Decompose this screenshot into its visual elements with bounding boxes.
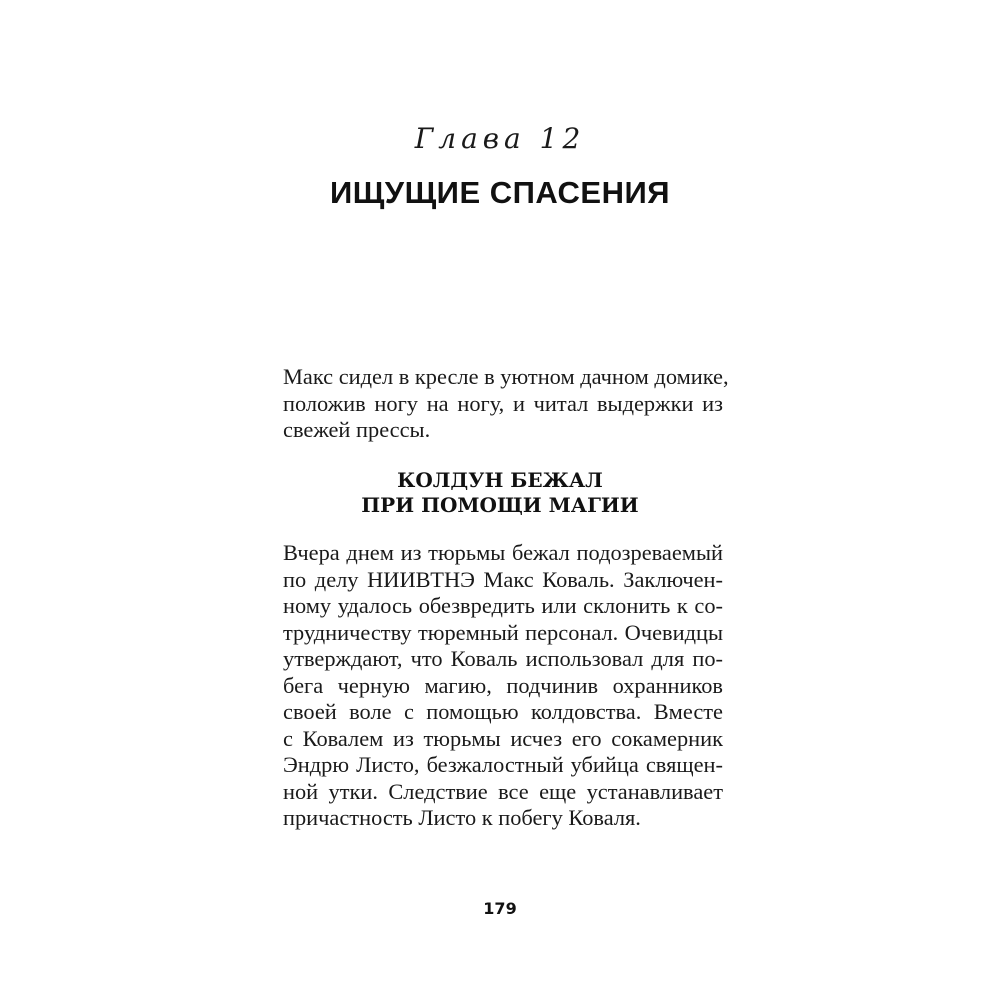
text-line: причастность Листо к побегу Коваля. [283,805,641,830]
text-line: ной утки. Следствие все еще устанавливает [283,778,723,804]
intro-paragraph [283,364,729,444]
newspaper-headline-line-2: ПРИ ПОМОЩИ МАГИИ [361,493,639,517]
text-line: Макс сидел в кресле в уютном дачном домике, [283,364,729,389]
newspaper-headline-line-1: КОЛДУН БЕЖАЛ [397,468,603,492]
text-line: по делу НИИВТНЭ Макс Коваль. Заключен- [283,566,723,592]
text-line: Эндрю Листо, безжалостный убийца священ- [283,752,723,777]
page-number: 179 [483,899,517,918]
chapter-title: ИЩУЩИЕ СПАСЕНИЯ [329,175,671,210]
text-line: свежей прессы. [283,417,431,442]
text-line: своей воле с помощью колдовства. Вместе [283,699,723,724]
article-paragraph [283,540,723,832]
text-line: бега черную магию, подчинив охранников [283,672,723,698]
text-line: с Ковалем из тюрьмы исчез его сокамерник [283,725,723,751]
text-line: утверждают, что Коваль использовал для по- [283,646,723,671]
text-line: положив ногу на ногу, и читал выдержки из [283,390,723,416]
text-line: трудничеству тюремный персонал. Очевидцы [283,619,723,645]
text-line: Вчера днем из тюрьмы бежал подозреваемый [283,540,723,565]
chapter-label: Глава 12 [414,122,586,155]
text-line: ному удалось обезвредить или склонить к со- [283,593,723,618]
